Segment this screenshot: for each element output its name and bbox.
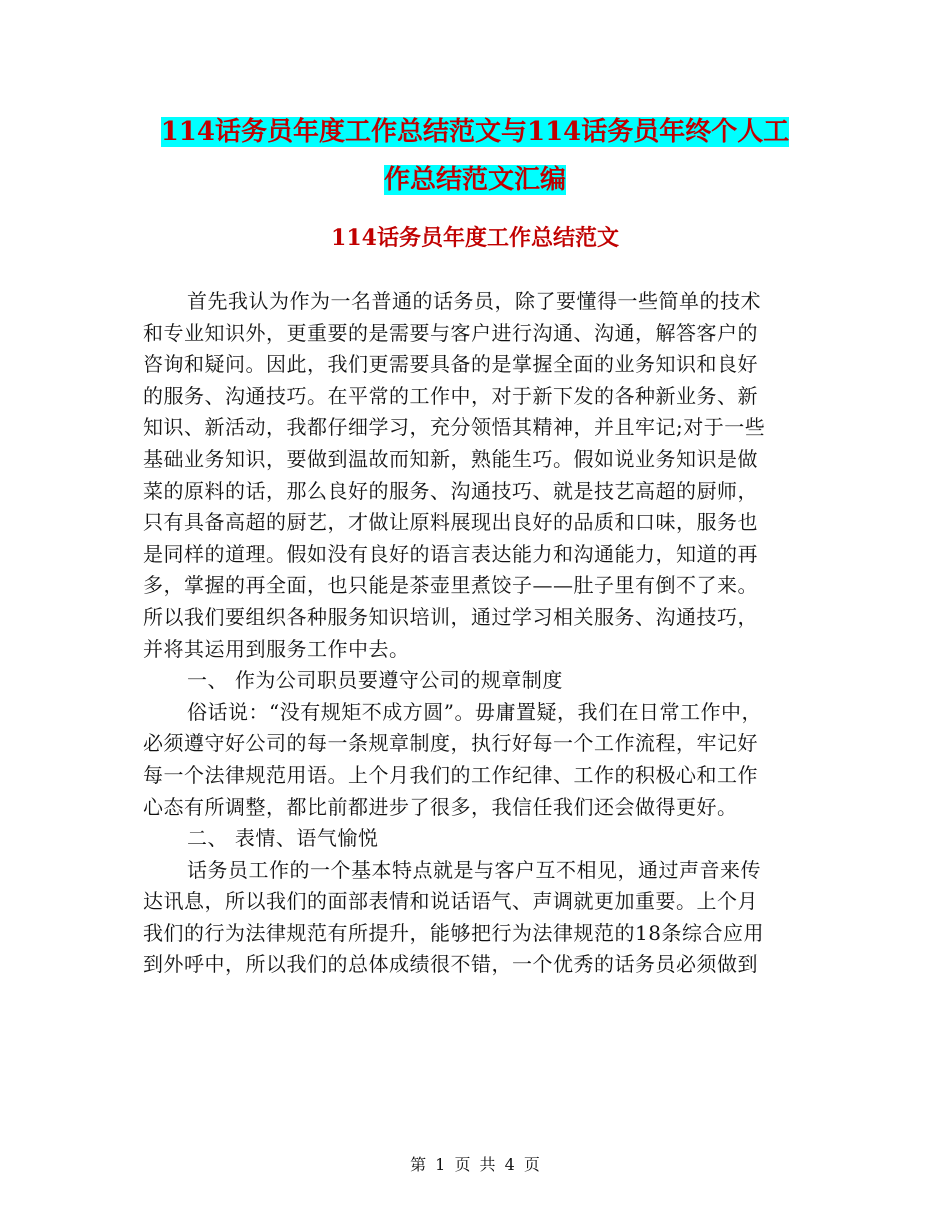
body-line: 首先我认为作为一名普通的话务员，除了要懂得一些简单的技术 xyxy=(187,289,761,313)
body-line: 多，掌握的再全面，也只能是茶壶里煮饺子——肚子里有倒不了来。 xyxy=(143,573,758,598)
body-line: 二、 表情、语气愉悦 xyxy=(187,826,379,851)
body-line: 达讯息，所以我们的面部表情和说话语气、声调就更加重要。上个月 xyxy=(143,889,758,914)
body-line: 咨询和疑问。因此，我们更需要具备的是掌握全面的业务知识和良好 xyxy=(143,352,758,377)
document-title-line-2: 作总结范文汇编 xyxy=(383,165,566,195)
document-title xyxy=(140,108,810,204)
body-line: 到外呼中，所以我们的总体成绩很不错，一个优秀的话务员必须做到 xyxy=(143,952,758,977)
body-line: 菜的原料的话，那么良好的服务、沟通技巧、就是技艺高超的厨师， xyxy=(143,478,758,503)
section-title: 114话务员年度工作总结范文 xyxy=(331,225,619,251)
body-line: 并将其运用到服务工作中去。 xyxy=(143,636,410,661)
body-line: 必须遵守好公司的每一条规章制度，执行好每一个工作流程，牢记好 xyxy=(143,731,758,756)
body-line: 所以我们要组织各种服务知识培训，通过学习相关服务、沟通技巧， xyxy=(143,604,758,629)
body-line: 和专业知识外，更重要的是需要与客户进行沟通、沟通，解答客户的 xyxy=(143,320,758,345)
body-line: 话务员工作的一个基本特点就是与客户互不相见，通过声音来传 xyxy=(187,857,761,882)
body-line: 的服务、沟通技巧。在平常的工作中，对于新下发的各种新业务、新 xyxy=(143,383,758,408)
body-line: 一、 作为公司职员要遵守公司的规章制度 xyxy=(187,668,563,693)
body-line: 心态有所调整，都比前都进步了很多，我信任我们还会做得更好。 xyxy=(143,794,738,819)
body-line: 基础业务知识，要做到温故而知新，熟能生巧。假如说业务知识是做 xyxy=(143,446,758,471)
page-footer: 第 1 页 共 4 页 xyxy=(410,1155,540,1174)
body-line: 是同样的道理。假如没有良好的语言表达能力和沟通能力，知道的再 xyxy=(143,541,758,566)
body-line: 只有具备高超的厨艺，才做让原料展现出良好的品质和口味，服务也 xyxy=(143,510,758,535)
body-line: 知识、新活动，我都仔细学习，充分领悟其精神，并且牢记;对于一些 xyxy=(143,415,766,440)
body-text xyxy=(143,286,809,981)
body-line: 每一个法律规范用语。上个月我们的工作纪律、工作的积极心和工作 xyxy=(143,762,758,787)
document-title-line-1: 114话务员年度工作总结范文与114话务员年终个人工 xyxy=(160,117,790,147)
body-line: 俗话说：“没有规矩不成方圆”。毋庸置疑，我们在日常工作中， xyxy=(187,699,762,724)
body-line: 我们的行为法律规范有所提升，能够把行为法律规范的18条综合应用 xyxy=(143,920,764,945)
